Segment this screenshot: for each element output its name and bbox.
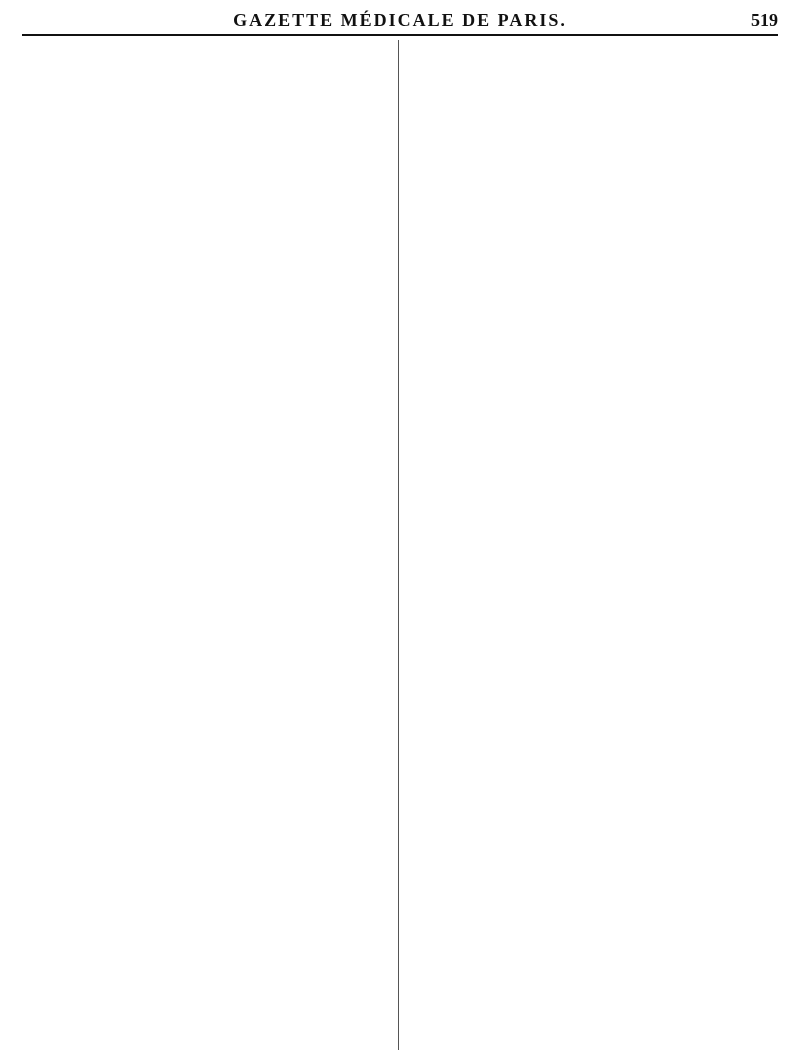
page-number: 519: [751, 10, 778, 30]
header-rule: [22, 34, 778, 36]
left-column: [22, 40, 390, 1052]
page-header: [22, 0, 778, 34]
column-divider: [398, 40, 399, 1050]
newspaper-title: GAZETTE MÉDICALE DE PARIS.: [233, 10, 567, 30]
right-column: [411, 40, 779, 1052]
